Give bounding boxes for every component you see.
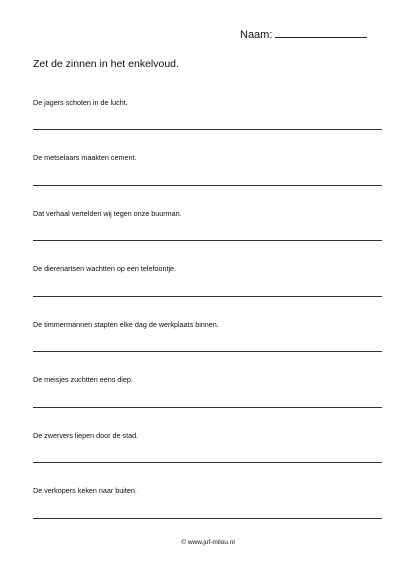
answer-line-1[interactable] <box>33 129 382 130</box>
answer-line-3[interactable] <box>33 240 382 241</box>
exercise-sentence-4: De dierenartsen wachtten op een telefoontje. <box>33 264 177 273</box>
footer-copyright: © www.juf-milou.nl <box>181 539 235 546</box>
answer-line-4[interactable] <box>33 296 382 297</box>
answer-line-5[interactable] <box>33 351 382 352</box>
answer-line-6[interactable] <box>33 407 382 408</box>
answer-line-2[interactable] <box>33 185 382 186</box>
name-label: Naam: <box>240 29 273 41</box>
exercise-sentence-3: Dat verhaal vertelden wij tegen onze buurman. <box>33 209 182 218</box>
instruction-text: Zet de zinnen in het enkelvoud. <box>33 58 179 70</box>
exercise-sentence-1: De jagers schoten in de lucht. <box>33 98 128 107</box>
answer-line-7[interactable] <box>33 462 382 463</box>
exercise-sentence-7: De zwervers liepen door de stad. <box>33 431 139 440</box>
exercise-sentence-8: De verkopers keken naar buiten. <box>33 486 137 495</box>
exercise-sentence-6: De meisjes zuchtten eens diep. <box>33 375 133 384</box>
answer-line-8[interactable] <box>33 518 382 519</box>
exercise-sentence-5: De timmermannen stapten elke dag de werkplaats binnen. <box>33 320 219 329</box>
exercise-sentence-2: De metselaars maakten cement. <box>33 153 137 162</box>
